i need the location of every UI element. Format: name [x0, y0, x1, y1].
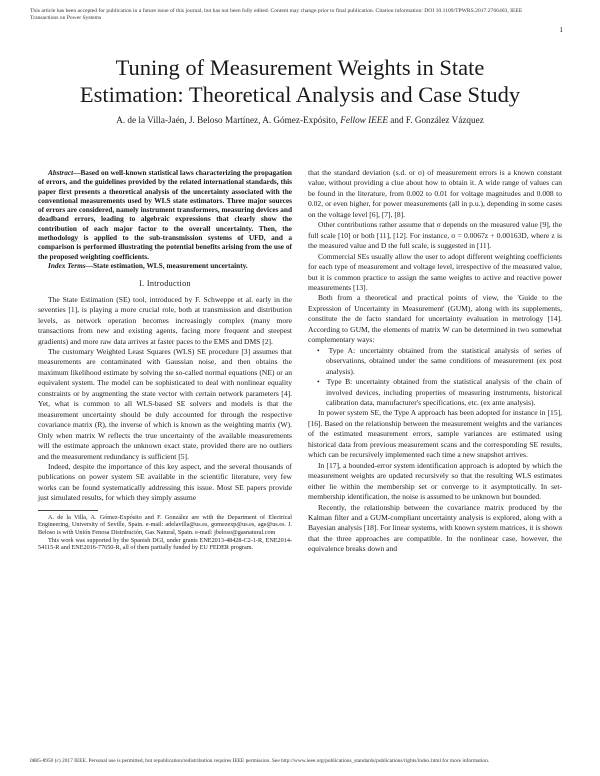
abstract-text: —Based on well-known statistical laws characterizing the propagation of errors, and the guidelines provided by the related international standards, this paper first presents a theoretical analysis of the uncertainty associated with the conventional measurements used by WLS state estimators. Three major sources of errors are considered, namely instrument transformers, measuring devices and deadband errors, leading to algebraic expressions that clearly show the contribution of each major factor to the overall uncertainty. Then, the methodology is applied to the sub-transmission systems of UFD, and a comparison is performed illustrating the potential benefits arising from the use of the proposed weighting coefficients. [38, 168, 292, 261]
title-line1: Tuning of Measurement Weights in State [115, 55, 485, 80]
list-item-type-b: • Type B: uncertainty obtained from the statistical analysis of the chain of involved devices, including properties of measuring instruments, historical calibration data, manufacturer's specifications, etc. (ex ante analysis). [308, 377, 562, 408]
right-paragraph-2: Other contributions rather assume that σ depends on the measured value [9], the full scale [10] or both [11], [12]. For instance, σ = 0.0067z + 0.00163D, where z is the measured value and D the full scale, is suggested in [11]. [308, 220, 562, 251]
right-paragraph-7: Recently, the relationship between the covariance matrix produced by the Kalman filter and a GUM-compliant uncertainty analysis is explored, along with a Bayesian analysis [18]. For linear systems, with known system matrices, it is shown that the three approaches are compatible. In the nonlinear case, however, the equivalence breaks down and [308, 502, 562, 554]
header-note-line2: Transactions on Power Systems [30, 15, 102, 21]
journal-header-note [30, 8, 575, 22]
authors-fellow: Fellow IEEE [340, 115, 388, 125]
author-list [30, 115, 570, 126]
section-heading-introduction: I. Introduction [139, 279, 191, 289]
right-paragraph-4: Both from a theoretical and practical points of view, the 'Guide to the Expression of Uncertainty in Measurement' (GUM), along with its supplements, constitute the de facto standard for uncertainty evaluation in metrology [14]. According to GUM, the elements of matrix W can be determined in two somewhat complementary ways: [308, 293, 562, 345]
left-column [38, 168, 292, 552]
right-paragraph-1: that the standard deviation (s.d. or σ) of measurement errors is a known constant value, without providing a clue about how to obtain it. A wide range of values can be found in the literature, from 0.002 to 0.01 for voltage magnitudes and 0.008 to 0.02, or even higher, for power measurements (all in p.u.), depending in some cases on the voltage level [6], [7], [8]. [308, 168, 562, 219]
footnote-divider [38, 510, 98, 511]
abstract-lead: Abstract [48, 168, 74, 177]
author-affiliation-footnote: A. de la Villa, A. Gómez-Expósito and F. González are with the Department of Electrical Engineering, University of Seville, Spain. e-mail: adelavilla@us.es, gomezexp@us.es, age@us.es. J. Beloso is with Unión Fenosa Distribución, Gas Natural, Spain. e-mail: jbeloso@gasnatural.com [38, 513, 292, 536]
index-terms [38, 261, 292, 270]
right-paragraph-5: In power system SE, the Type A approach has been adopted for instance in [15], [16]. Based on the relationship between the measurement weights and the variances of the estimated measurement errors, sample variances are estimated using historical data from previous measurement scans and the corresponding SE results, which can be recursively implemented each time a new snapshot arrives. [308, 408, 562, 460]
header-note-line1: This article has been accepted for publication in a future issue of this journal, but has not been fully edited. Content may change prior to final publication. Citation information: DOI 10.1109/TPWRS.2017.2766403, IEEE [30, 8, 523, 14]
right-column [308, 168, 562, 555]
funding-footnote: This work was supported by the Spanish DGI, under grants ENE2013-48428-C2-1-R, ENE2014-54115-R and ENE2016-77650-R, all of them partially funded by EU FEDER program. [38, 536, 292, 552]
page-number: 1 [559, 25, 563, 34]
right-paragraph-3: Commercial SEs usually allow the user to adopt different weighting coefficients for each type of measurement and voltage level, irrespective of the measured value, but it is common practice to assign the same weights to active and reactive power measurements [13]. [308, 251, 562, 292]
index-terms-lead: Index Terms [48, 260, 86, 270]
index-terms-text: —State estimation, WLS, measurement uncertainty. [85, 260, 248, 270]
copyright-footer: 0885-8950 (c) 2017 IEEE. Personal use is permitted, but republication/redistribution requires IEEE permission. See http://www.ieee.org/publications_standards/publications/rights/index.html for more information. [30, 758, 490, 764]
paper-title [40, 54, 560, 108]
list-item-type-a: • Type A: uncertainty obtained from the statistical analysis of series of observations, obtained under the same conditions of measurement (ex post analysis). [308, 346, 562, 377]
intro-paragraph-1: The State Estimation (SE) tool, introduced by F. Schweppe et al. early in the seventies [1], is playing a more crucial role, both at transmission and distribution levels, as network operation becomes increasingly complex (many more transactions from new and existing agents, facing more frequent and steepest gradients) and more raw data arrives at faster paces to the EMS and DMS [2]. [38, 294, 292, 346]
right-paragraph-6: In [17], a bounded-error system identification approach is adopted by which the measurement weights are updated recursively so that the resulting WLS estimates either lie within the membership set or converge to it asymptotically. In set-membership identification, the noise is assumed to be unknown but bounded. [308, 460, 562, 502]
authors-tail: and F. González Vázquez [390, 115, 484, 125]
intro-paragraph-3: Indeed, despite the importance of this key aspect, and the several thousands of publications on power system SE available in the scientific literature, very few works can be found systematically addressing this issue. Most SE papers provide just simulated results, for which they simply assume [38, 461, 292, 503]
title-line2: Estimation: Theoretical Analysis and Case Study [79, 82, 521, 107]
authors-plain: A. de la Villa-Jaén, J. Beloso Martínez, A. Gómez-Expósito, [116, 115, 338, 125]
intro-paragraph-2: The customary Weighted Least Squares (WLS) SE procedure [3] assumes that measurements are contaminated with Gaussian noise, and then obtains the maximum likelihood estimate by solving the so-called normal equations (NE) or an equivalent system. The model can be sophisticated to deal with nonlinear equality constraints or by augmenting the state vector with certain network parameters [4]. Yet, what is common to all WLS-based SE solvers and models is that the measurement uncertainty should be duly accounted for through the respective covariance matrix (R), the inverse of which is known as the weighting matrix (W). Only when matrix W reflects the true uncertainty of the available measurements will the estimate approach the unknown exact state, provided there are no outliers and the measurement redundancy is sufficient [5]. [38, 346, 292, 461]
abstract [38, 168, 292, 261]
